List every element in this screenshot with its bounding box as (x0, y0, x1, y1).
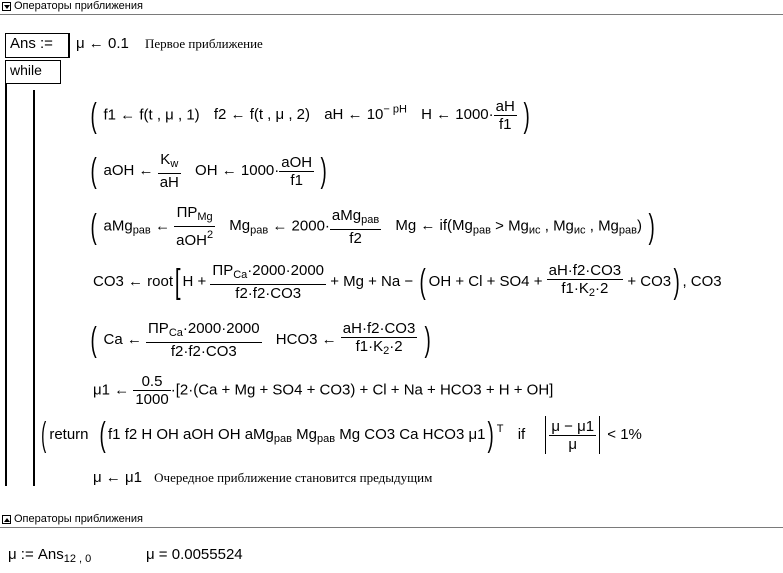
region-divider (0, 14, 783, 15)
result-value[interactable]: μ = 0.0055524 (146, 546, 243, 563)
statement-aMg-Mg[interactable]: ( aMg$_{рав}$ ← $\frac{ПР_{Mg}}{aOH^2}$ $Mg_{рав}$ ← 2000· $\frac{aMg_{рав}}{f2}$ Mg ← $if(Mg_{рав} > Mg_{ис}$ , $Mg_{ис}$ , $Mg_{рав}$) ) (90, 204, 655, 249)
ans-label: Ans := (10, 35, 53, 52)
statement-Ca-HCO3[interactable]: ( Ca ← $\frac{ПР_{Ca}\cdot 2000\cdot 2000}{f2\cdot f2\cdot CO3}$ HCO3 ← $\frac{aH\cdot f2\cdot CO3}{f1\cdot K_2\cdot 2}$ ) (90, 320, 431, 360)
return-statement[interactable]: ( return ( f1 f2 H OH aOH OH aMg$_{рав}$ $Mg_{рав}$ Mg CO3 Ca HCO3 μ1) $^T$ if $\frac{\mu - \mu 1}{\mu}$ < 1% (41, 416, 642, 454)
while-outer-bar (5, 84, 7, 486)
if-keyword: if (517, 425, 526, 443)
region-divider (0, 527, 783, 528)
while-keyword[interactable]: while (5, 60, 61, 84)
region-title: Операторы приближения (14, 0, 143, 12)
update-statement[interactable]: μ ← μ1 Очередное приближение становится предыдущим (93, 469, 433, 486)
expand-toggle-icon[interactable] (2, 515, 11, 524)
ans-assignment[interactable] (5, 33, 69, 58)
region-title: Операторы приближения (14, 513, 143, 525)
program-bracket (68, 33, 70, 58)
statement-mu1[interactable]: μ1 ← $\frac{0.5}{1000}$ ·[2·(Ca + Mg + SO4 + CO3) + Cl + Na + HCO3 + H + OH] (93, 373, 554, 408)
statement-f1-f2-aH-H[interactable]: ( f1 ← f(t , μ , 1) f2 ← f(t , μ , 2) aH ← $10^{- pH}$ H ← 1000· $\frac{aH}{f1}$ ) (90, 96, 530, 135)
region-header-bottom[interactable] (0, 513, 783, 529)
return-keyword: return (49, 425, 89, 443)
collapse-toggle-icon[interactable] (2, 2, 11, 11)
init-comment: Первое приближение (145, 36, 263, 51)
update-comment: Очередное приближение становится предыдущим (154, 470, 433, 485)
statement-CO3-root[interactable]: CO3 ← root[ H + $\frac{ПР_{Ca}\cdot 2000\cdot 2000}{f2\cdot f2\cdot CO3}$ + Mg + Na − ( OH + Cl + SO4 + $\frac{aH\cdot f2\cdot CO3}{f1\cdot K_2\cdot 2}$ + CO3) , CO3 (93, 262, 722, 302)
region-header-top[interactable] (0, 0, 783, 16)
result-assignment[interactable]: μ := Ans$_{12 , 0}$ (8, 546, 92, 565)
while-body-bar (33, 90, 35, 486)
statement-aOH-OH[interactable]: ( aOH ← $\frac{K_w}{aH}$ OH ← 1000· $\frac{\text{aOH}}{f1}$ ) (90, 151, 328, 191)
init-line[interactable]: μ ← 0.1 Первое приближение (76, 35, 263, 52)
